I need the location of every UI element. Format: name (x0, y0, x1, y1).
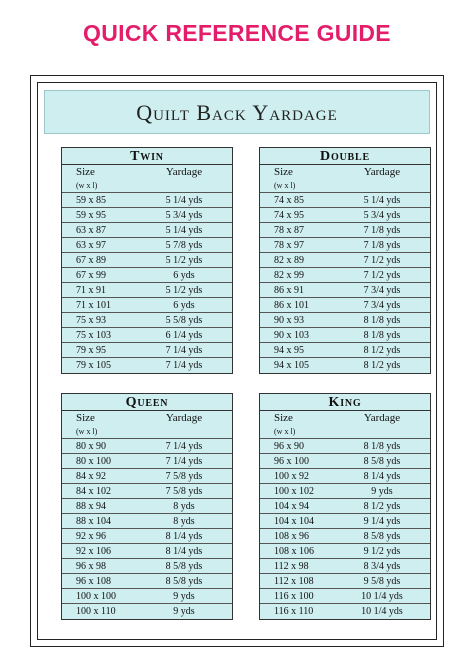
twin-table (61, 147, 233, 374)
table-row (62, 283, 232, 298)
size-cell: 59 x 85 (76, 195, 106, 206)
table-row (260, 439, 430, 454)
yardage-cell: 7 3/4 yds (363, 300, 401, 311)
yardage-cell: 8 5/8 yds (165, 576, 203, 587)
size-cell: 112 x 98 (274, 561, 309, 572)
yardage-cell: 7 1/4 yds (165, 345, 203, 356)
table-row (62, 313, 232, 328)
size-cell: 84 x 102 (76, 486, 111, 497)
yardage-cell: 6 yds (173, 270, 195, 281)
table-row (62, 253, 232, 268)
table-row (62, 469, 232, 484)
table-row (260, 238, 430, 253)
yardage-cell: 5 1/2 yds (165, 285, 203, 296)
table-row (260, 604, 430, 619)
table-row (260, 574, 430, 589)
table-row (62, 358, 232, 373)
yardage-cell: 5 1/2 yds (165, 255, 203, 266)
table-row (260, 343, 430, 358)
table-row (260, 313, 430, 328)
table-row (62, 604, 232, 619)
yardage-cell: 7 1/4 yds (165, 360, 203, 371)
yardage-column-header: Yardage (363, 166, 401, 178)
dimension-note-row (260, 425, 430, 439)
yardage-cell: 8 3/4 yds (363, 561, 401, 572)
yardage-cell: 8 yds (173, 501, 195, 512)
size-cell: 100 x 102 (274, 486, 314, 497)
size-cell: 63 x 97 (76, 240, 106, 251)
page-title: QUICK REFERENCE GUIDE (83, 20, 391, 46)
size-cell: 67 x 89 (76, 255, 106, 266)
yardage-cell: 9 yds (173, 591, 195, 602)
table-row (62, 529, 232, 544)
yardage-cell: 8 5/8 yds (165, 561, 203, 572)
yardage-cell: 7 5/8 yds (165, 471, 203, 482)
dimension-note: (w x l) (76, 181, 98, 190)
yardage-cell: 6 1/4 yds (165, 330, 203, 341)
dimension-note: (w x l) (76, 427, 98, 436)
yardage-cell: 9 5/8 yds (363, 576, 401, 587)
table-row (62, 454, 232, 469)
yardage-cell: 9 1/2 yds (363, 546, 401, 557)
table-row (62, 268, 232, 283)
size-cell: 96 x 100 (274, 456, 309, 467)
table-row (260, 328, 430, 343)
table-row (260, 223, 430, 238)
size-cell: 96 x 98 (76, 561, 106, 572)
table-row (62, 328, 232, 343)
yardage-cell: 9 yds (173, 606, 195, 617)
yardage-cell: 7 1/8 yds (363, 225, 401, 236)
table-row (62, 574, 232, 589)
size-cell: 104 x 94 (274, 501, 309, 512)
queen-table (61, 393, 233, 620)
table-row (260, 268, 430, 283)
size-cell: 86 x 101 (274, 300, 309, 311)
table-title: Queen (62, 394, 232, 411)
size-cell: 100 x 100 (76, 591, 116, 602)
size-column-header: Size (76, 412, 95, 424)
size-cell: 96 x 90 (274, 441, 304, 452)
table-title: Double (260, 148, 430, 165)
table-row (62, 589, 232, 604)
size-cell: 82 x 89 (274, 255, 304, 266)
size-column-header: Size (274, 166, 293, 178)
size-cell: 94 x 105 (274, 360, 309, 371)
yardage-cell: 5 7/8 yds (165, 240, 203, 251)
yardage-cell: 9 yds (371, 486, 393, 497)
size-cell: 71 x 91 (76, 285, 106, 296)
size-cell: 88 x 94 (76, 501, 106, 512)
size-column-header: Size (76, 166, 95, 178)
table-row (260, 469, 430, 484)
size-cell: 63 x 87 (76, 225, 106, 236)
section-banner: Quilt Back Yardage (44, 90, 430, 134)
dimension-note-row (260, 179, 430, 193)
yardage-cell: 7 1/4 yds (165, 441, 203, 452)
size-cell: 79 x 105 (76, 360, 111, 371)
dimension-note-row (62, 425, 232, 439)
table-row (62, 484, 232, 499)
yardage-cell: 8 1/8 yds (363, 315, 401, 326)
table-row (62, 298, 232, 313)
table-row (62, 223, 232, 238)
yardage-cell: 5 1/4 yds (165, 195, 203, 206)
table-row (62, 544, 232, 559)
size-cell: 71 x 101 (76, 300, 111, 311)
size-cell: 75 x 93 (76, 315, 106, 326)
size-column-header: Size (274, 412, 293, 424)
yardage-cell: 7 1/2 yds (363, 255, 401, 266)
column-header-row (62, 165, 232, 179)
yardage-column-header: Yardage (165, 166, 203, 178)
table-row (62, 499, 232, 514)
yardage-cell: 8 5/8 yds (363, 531, 401, 542)
yardage-cell: 8 1/4 yds (363, 471, 401, 482)
yardage-cell: 8 1/8 yds (363, 441, 401, 452)
table-row (260, 253, 430, 268)
table-row (260, 193, 430, 208)
yardage-cell: 5 5/8 yds (165, 315, 203, 326)
yardage-cell: 7 1/4 yds (165, 456, 203, 467)
size-cell: 82 x 99 (274, 270, 304, 281)
size-cell: 74 x 85 (274, 195, 304, 206)
size-cell: 78 x 87 (274, 225, 304, 236)
size-cell: 86 x 91 (274, 285, 304, 296)
table-row (260, 499, 430, 514)
yardage-column-header: Yardage (363, 412, 401, 424)
size-cell: 67 x 99 (76, 270, 106, 281)
table-row (62, 193, 232, 208)
table-row (260, 589, 430, 604)
column-header-row (260, 411, 430, 425)
size-cell: 84 x 92 (76, 471, 106, 482)
yardage-cell: 6 yds (173, 300, 195, 311)
size-cell: 90 x 93 (274, 315, 304, 326)
dimension-note-row (62, 179, 232, 193)
size-cell: 59 x 95 (76, 210, 106, 221)
size-cell: 92 x 106 (76, 546, 111, 557)
size-cell: 74 x 95 (274, 210, 304, 221)
yardage-cell: 5 1/4 yds (165, 225, 203, 236)
table-row (62, 208, 232, 223)
size-cell: 90 x 103 (274, 330, 309, 341)
table-row (260, 298, 430, 313)
yardage-cell: 8 1/4 yds (165, 546, 203, 557)
table-row (62, 343, 232, 358)
yardage-cell: 8 yds (173, 516, 195, 527)
yardage-cell: 7 5/8 yds (165, 486, 203, 497)
table-row (260, 208, 430, 223)
size-cell: 79 x 95 (76, 345, 106, 356)
yardage-column-header: Yardage (165, 412, 203, 424)
double-table (259, 147, 431, 374)
size-cell: 112 x 108 (274, 576, 314, 587)
table-row (62, 439, 232, 454)
table-row (260, 514, 430, 529)
yardage-cell: 5 3/4 yds (165, 210, 203, 221)
yardage-cell: 10 1/4 yds (361, 591, 403, 602)
yardage-cell: 7 1/2 yds (363, 270, 401, 281)
size-cell: 116 x 110 (274, 606, 314, 617)
yardage-cell: 5 3/4 yds (363, 210, 401, 221)
size-cell: 100 x 110 (76, 606, 116, 617)
column-header-row (260, 165, 430, 179)
yardage-cell: 5 1/4 yds (363, 195, 401, 206)
table-row (260, 529, 430, 544)
yardage-cell: 8 1/4 yds (165, 531, 203, 542)
table-row (260, 454, 430, 469)
table-row (260, 484, 430, 499)
size-cell: 75 x 103 (76, 330, 111, 341)
size-cell: 80 x 90 (76, 441, 106, 452)
table-row (260, 559, 430, 574)
table-row (260, 544, 430, 559)
size-cell: 104 x 104 (274, 516, 314, 527)
column-header-row (62, 411, 232, 425)
yardage-cell: 8 5/8 yds (363, 456, 401, 467)
king-table (259, 393, 431, 620)
size-cell: 96 x 108 (76, 576, 111, 587)
table-row (260, 358, 430, 373)
yardage-cell: 8 1/2 yds (363, 501, 401, 512)
table-row (62, 238, 232, 253)
size-cell: 80 x 100 (76, 456, 111, 467)
dimension-note: (w x l) (274, 427, 296, 436)
yardage-cell: 8 1/8 yds (363, 330, 401, 341)
table-row (260, 283, 430, 298)
size-cell: 78 x 97 (274, 240, 304, 251)
size-cell: 92 x 96 (76, 531, 106, 542)
yardage-cell: 10 1/4 yds (361, 606, 403, 617)
size-cell: 94 x 95 (274, 345, 304, 356)
size-cell: 100 x 92 (274, 471, 309, 482)
table-row (62, 559, 232, 574)
size-cell: 88 x 104 (76, 516, 111, 527)
table-title: Twin (62, 148, 232, 165)
size-cell: 108 x 96 (274, 531, 309, 542)
yardage-cell: 8 1/2 yds (363, 345, 401, 356)
yardage-cell: 7 1/8 yds (363, 240, 401, 251)
size-cell: 116 x 100 (274, 591, 314, 602)
yardage-cell: 9 1/4 yds (363, 516, 401, 527)
size-cell: 108 x 106 (274, 546, 314, 557)
yardage-cell: 8 1/2 yds (363, 360, 401, 371)
yardage-cell: 7 3/4 yds (363, 285, 401, 296)
table-row (62, 514, 232, 529)
table-title: King (260, 394, 430, 411)
dimension-note: (w x l) (274, 181, 296, 190)
